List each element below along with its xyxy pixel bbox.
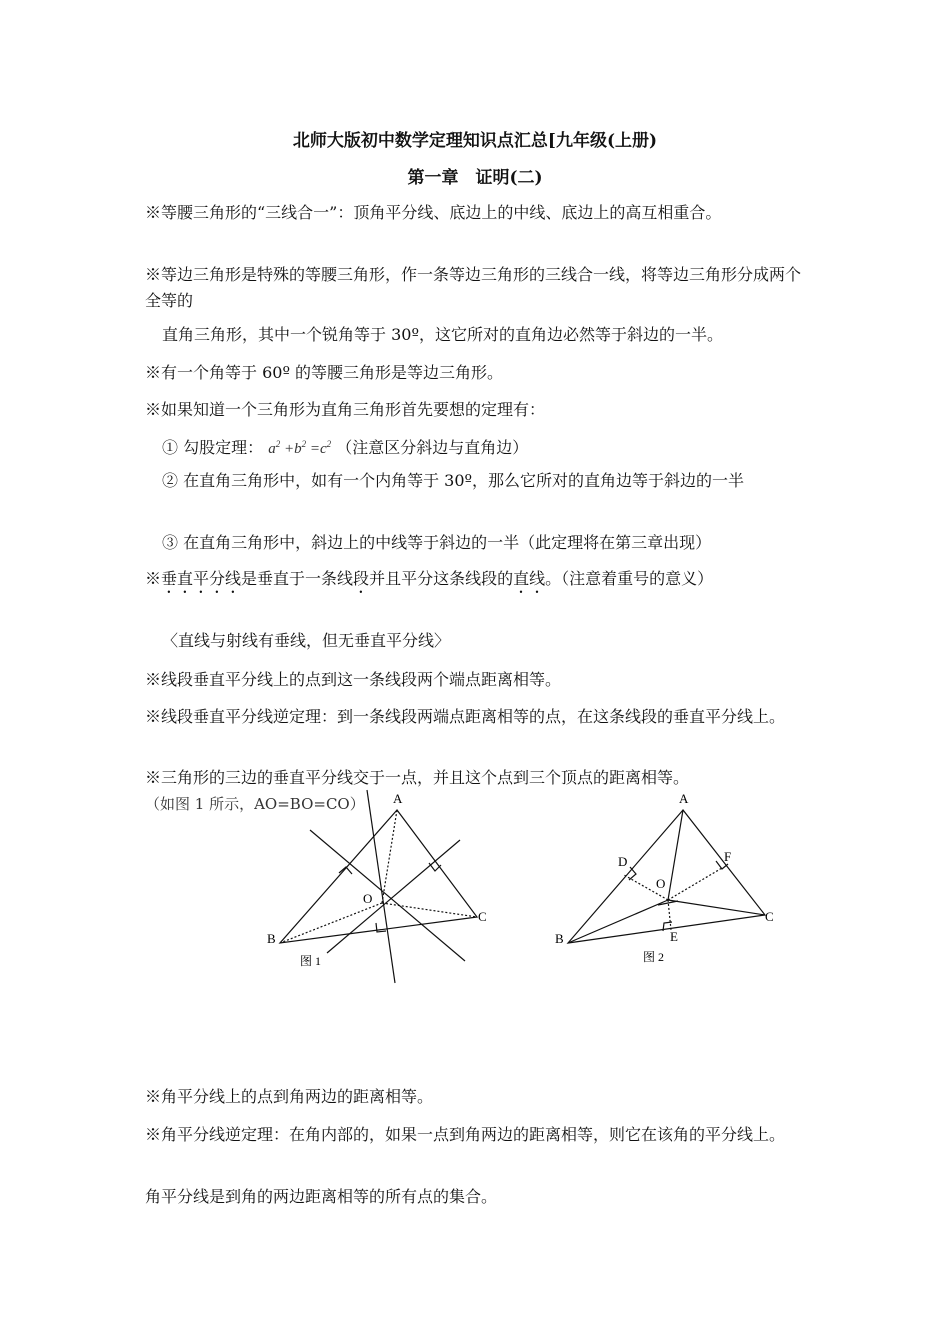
fig1-label-b: B	[267, 931, 276, 946]
paragraph-60-degree: ※有一个角等于 60º 的等腰三角形是等边三角形。	[145, 363, 504, 382]
fig2-label-f: F	[724, 849, 732, 864]
fig2-label-b: B	[555, 931, 564, 946]
fig1-caption: 图 1	[300, 954, 322, 968]
emphasis-word: 垂直平分线	[161, 569, 242, 588]
fig2-label-a: A	[679, 791, 689, 806]
emphasis-word: 直线	[513, 569, 546, 588]
fig1-label-o: O	[363, 891, 373, 906]
paragraph-bisector-property: ※线段垂直平分线上的点到这一条线段两个端点距离相等。	[145, 670, 562, 689]
fig2-label-c: C	[765, 909, 774, 924]
paragraph-note: 〈直线与射线有垂线，但无垂直平分线〉	[162, 631, 451, 650]
document-title: 北师大版初中数学定理知识点汇总[九年级(上册)	[292, 131, 658, 151]
paragraph-circumcenter: ※三角形的三边的垂直平分线交于一点，并且这个点到三个顶点的距离相等。	[145, 768, 690, 787]
paragraph-figure-ref: （如图 1 所示，AO=BO=CO）	[145, 795, 365, 813]
item-note: （注意区分斜边与直角边）	[336, 438, 529, 457]
chapter-heading: 第一章 证明(二)	[407, 168, 543, 188]
pythagoras-formula: $a^2 +b^2 =c^2$	[268, 439, 332, 457]
paragraph-bisector-converse: ※线段垂直平分线逆定理：到一条线段两端点距离相等的点，在这条线段的垂直平分线上。	[145, 707, 786, 726]
figure-2	[550, 785, 800, 975]
list-item-pythagoras	[162, 431, 812, 462]
fig2-label-o: O	[656, 876, 666, 891]
item-prefix: ① 勾股定理：	[162, 438, 264, 457]
paragraph-perpendicular-bisector: ※垂直平分线是垂直于一条线段并且平分这条线段的直线。（注意着重号的意义）	[145, 569, 714, 588]
fig2-caption: 图 2	[643, 950, 665, 964]
paragraph-angle-bisector-converse: ※角平分线逆定理：在角内部的，如果一点到角两边的距离相等，则它在该角的平分线上。	[145, 1125, 786, 1144]
fig1-label-a: A	[393, 791, 403, 806]
list-item-30-degree: ② 在直角三角形中，如有一个内角等于 30º，那么它所对的直角边等于斜边的一半	[162, 471, 745, 490]
paragraph-isosceles: ※等腰三角形的“三线合一”：顶角平分线、底边上的中线、底边上的高互相重合。	[145, 203, 722, 222]
fig1-label-c: C	[478, 909, 487, 924]
paragraph-equilateral-cont: 直角三角形，其中一个锐角等于 30º，这它所对的直角边必然等于斜边的一半。	[162, 325, 723, 344]
paragraph-equilateral-text: ※等边三角形是特殊的等腰三角形，作一条等边三角形的三线合一线，将等边三角形分成两个全等的	[145, 265, 802, 310]
emphasis-word: 段	[353, 569, 370, 588]
fig2-label-e: E	[670, 929, 678, 944]
fig2-label-d: D	[618, 854, 628, 869]
paragraph-equilateral	[145, 262, 813, 314]
paragraph-angle-bisector: ※角平分线上的点到角两边的距离相等。	[145, 1087, 434, 1106]
list-item-median: ③ 在直角三角形中，斜边上的中线等于斜边的一半（此定理将在第三章出现）	[162, 533, 712, 552]
paragraph-angle-bisector-locus: 角平分线是到角的两边距离相等的所有点的集合。	[145, 1187, 498, 1206]
paragraph-right-triangle: ※如果知道一个三角形为直角三角形首先要想的定理有：	[145, 400, 546, 419]
figure-1	[255, 785, 505, 995]
